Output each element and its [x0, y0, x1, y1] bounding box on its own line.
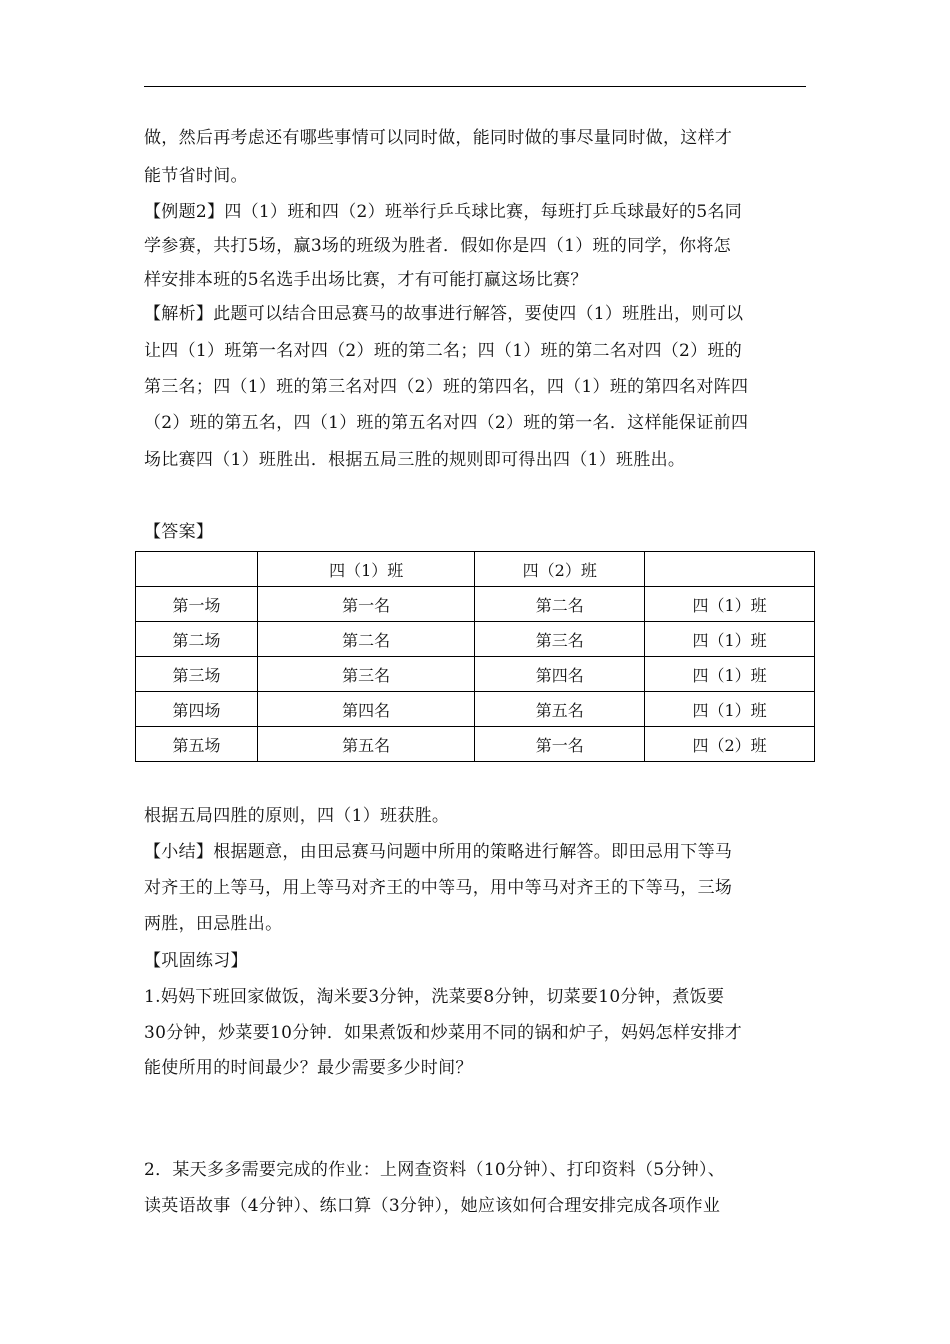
- text-line: 两胜，田忌胜出。: [144, 914, 283, 934]
- text-line: （2）班的第五名，四（1）班的第五名对四（2）班的第一名．这样能保证前四: [144, 413, 749, 433]
- table-cell: [136, 552, 258, 587]
- text-line: 第三名；四（1）班的第三名对四（2）班的第四名，四（1）班的第四名对阵四: [144, 377, 749, 397]
- table-cell: 四（1）班: [645, 657, 815, 692]
- table-cell: [645, 552, 815, 587]
- table-row: [136, 727, 815, 762]
- table-cell: 四（1）班: [645, 692, 815, 727]
- text-line: 30分钟，炒菜要10分钟．如果煮饭和炒菜用不同的锅和炉子，妈妈怎样安排才: [144, 1023, 743, 1043]
- table-cell: 第三场: [136, 657, 258, 692]
- analysis-heading: 【解析】此题可以结合田忌赛马的故事进行解答，要使四（1）班胜出，则可以: [144, 304, 744, 324]
- table-cell: 第二名: [258, 622, 475, 657]
- text-line: 样安排本班的5名选手出场比赛，才有可能打赢这场比赛？: [144, 270, 588, 290]
- text-line: 让四（1）班第一名对四（2）班的第二名；四（1）班的第二名对四（2）班的: [144, 341, 743, 361]
- table-cell: 第一场: [136, 587, 258, 622]
- answer-heading: 【答案】: [144, 522, 214, 542]
- table-row: [136, 622, 815, 657]
- header-rule: [144, 86, 806, 87]
- table-cell: 第三名: [258, 657, 475, 692]
- table-cell: 第三名: [475, 622, 645, 657]
- text-line: 读英语故事（4分钟）、练口算（3分钟），她应该如何合理安排完成各项作业: [144, 1196, 721, 1216]
- example-2-heading: 【例题2】四（1）班和四（2）班举行乒乓球比赛，每班打乒乓球最好的5名同: [144, 202, 743, 222]
- table-cell: 四（2）班: [475, 552, 645, 587]
- table-row: [136, 587, 815, 622]
- exercise-1-text: 1.妈妈下班回家做饭，淘米要3分钟，洗菜要8分钟，切菜要10分钟，煮饭要: [144, 987, 725, 1007]
- summary-heading: 【小结】根据题意，由田忌赛马问题中所用的策略进行解答。即田忌用下等马: [144, 842, 733, 862]
- table-header-row: [136, 552, 815, 587]
- table-cell: 第四名: [475, 657, 645, 692]
- text-line: 对齐王的上等马，用上等马对齐王的中等马，用中等马对齐王的下等马，三场: [144, 878, 733, 898]
- answer-table: [135, 551, 815, 762]
- text-line: 场比赛四（1）班胜出．根据五局三胜的规则即可得出四（1）班胜出。: [144, 450, 686, 470]
- table-cell: 第五名: [258, 727, 475, 762]
- text-line: 学参赛，共打5场，赢3场的班级为胜者．假如你是四（1）班的同学，你将怎: [144, 236, 731, 256]
- practice-heading: 【巩固练习】: [144, 951, 248, 971]
- table-cell: 第一名: [475, 727, 645, 762]
- table-cell: 第五场: [136, 727, 258, 762]
- table-cell: 第五名: [475, 692, 645, 727]
- table-cell: 第二场: [136, 622, 258, 657]
- text-line: 能节省时间。: [144, 166, 248, 186]
- exercise-2-text: 2．某天多多需要完成的作业：上网查资料（10分钟）、打印资料（5分钟）、: [144, 1160, 726, 1180]
- table-cell: 四（1）班: [258, 552, 475, 587]
- text-line: 能使所用的时间最少？最少需要多少时间？: [144, 1058, 473, 1078]
- table-cell: 四（1）班: [645, 587, 815, 622]
- table-cell: 四（2）班: [645, 727, 815, 762]
- table-cell: 第一名: [258, 587, 475, 622]
- text-line: 根据五局四胜的原则，四（1）班获胜。: [144, 806, 450, 826]
- table-cell: 第四场: [136, 692, 258, 727]
- table-row: [136, 692, 815, 727]
- text-line: 做，然后再考虑还有哪些事情可以同时做，能同时做的事尽量同时做，这样才: [144, 128, 733, 148]
- table-cell: 第四名: [258, 692, 475, 727]
- table-cell: 第二名: [475, 587, 645, 622]
- table-row: [136, 657, 815, 692]
- table-cell: 四（1）班: [645, 622, 815, 657]
